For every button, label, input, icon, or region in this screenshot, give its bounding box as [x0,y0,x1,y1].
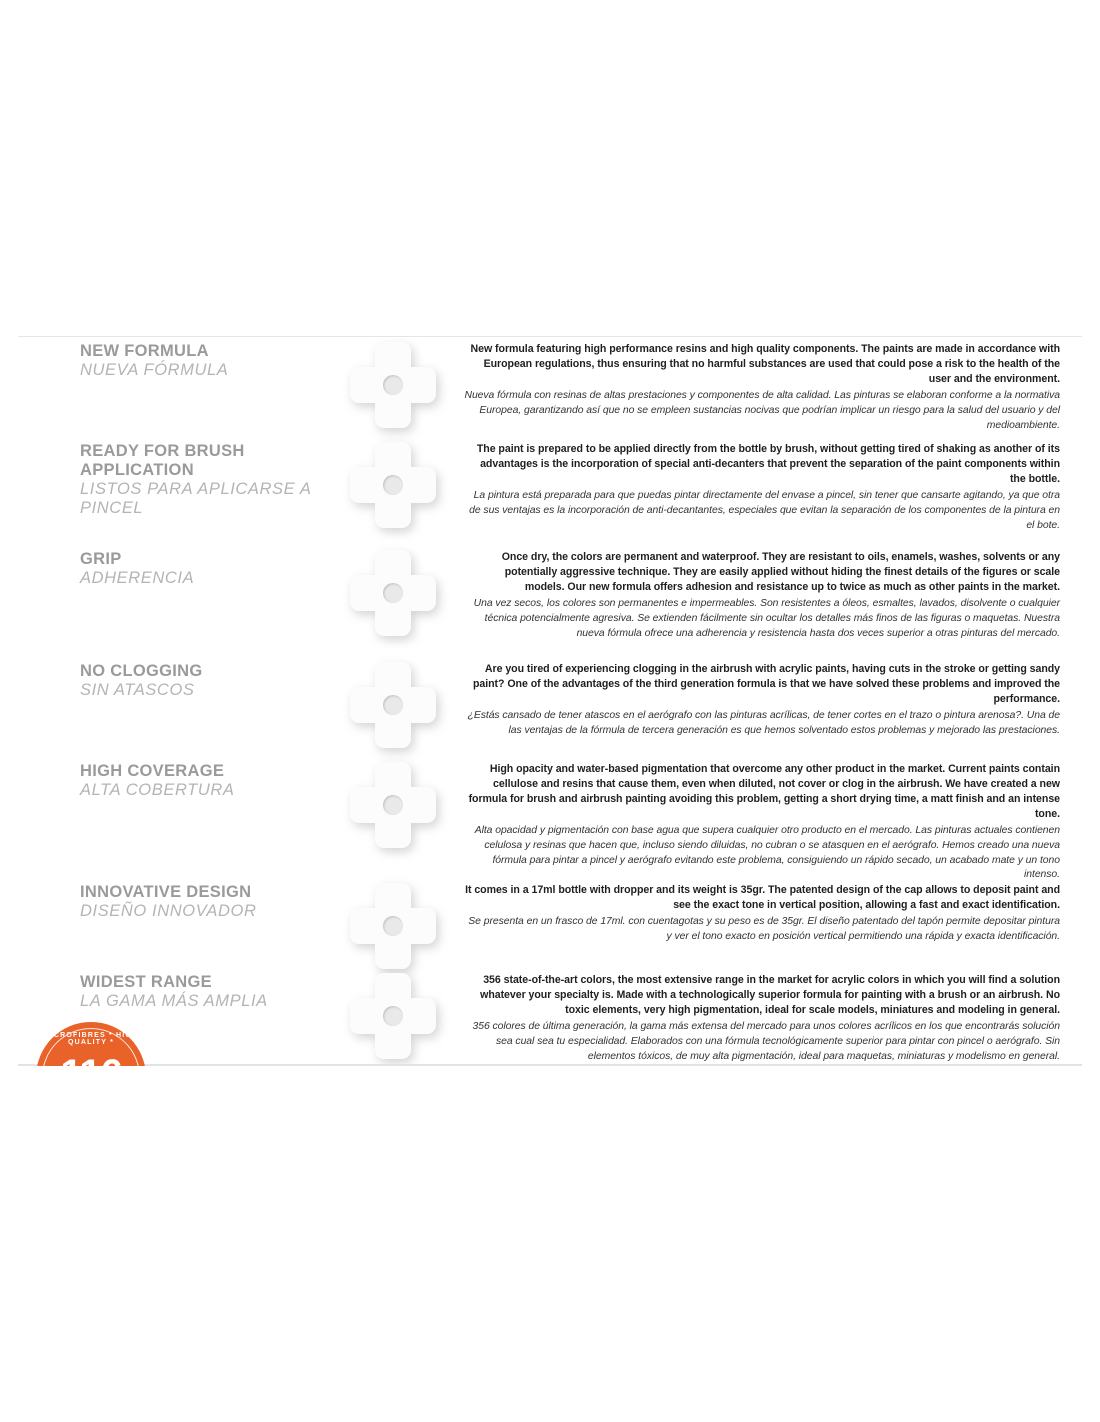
feature-text-block [458,973,1082,1064]
feature-text-en: 356 state-of-the-art colors, the most extensive range in the market for acrylic colors in which you will find a solution whatever your specialty is. Made with a technologically superior formula for painting with a brush or an airbrush. No toxic elements, very high pigmentation, ideal for scale models, miniatures and modeling in general. [480,974,1060,1017]
feature-rows [18,342,1082,1083]
feature-row [18,550,1082,662]
feature-icon-cell [328,550,458,636]
feature-title-block [18,973,328,1011]
feature-title-es: SIN ATASCOS [80,680,195,699]
feature-title-en: INNOVATIVE DESIGN [80,883,252,902]
cross-icon [350,883,436,969]
top-divider [18,336,1082,337]
cross-icon-center-hole [383,795,403,815]
feature-text-es: Se presenta en un frasco de 17ml. con cuentagotas y su peso es de 35gr. El diseño patentado del tapón permite depositar pintura y ver el tono exacto en posición vertical permitiendo una rápida y exacta identificación. [468,916,1060,943]
feature-icon-cell [328,762,458,848]
feature-title-es: ALTA COBERTURA [80,780,235,799]
cross-icon [350,550,436,636]
feature-title-block [18,442,328,518]
feature-text-es: Nueva fórmula con resinas de altas prestaciones y componentes de alta calidad. Las pinturas se elaboran conforme a la normativa Europea, garantizando así que no se empleen sustancias nocivas que podrían implicar un riesgo para la salud del usuario y del medioambiente. [464,390,1060,431]
feature-title-en: GRIP [80,550,122,568]
feature-text-es: Una vez secos, los colores son permanentes e impermeables. Son resistentes a óleos, esmaltes, lavados, disolvente o cualquier técnica potencialmente agresiva. Se extienden fácilmente sin ocultar los detalles más finos de las figuras o maquetas. Nuestra nueva fórmula ofrece una adherencia y resistencia hasta dos veces superior a otras pinturas del mercado. [473,598,1060,639]
feature-title-block [18,762,328,800]
feature-title-en: WIDEST RANGE [80,973,212,992]
seal-arc-text: MICROFIBRES * HIGH QUALITY * [43,1032,139,1046]
feature-text-en: It comes in a 17ml bottle with dropper and its weight is 35gr. The patented design of the cap allows to deposit paint and see the exact tone in vertical position, allowing a fast and exact identification. [465,884,1060,912]
cross-icon [350,442,436,528]
feature-title-en: READY FOR BRUSH APPLICATION [80,442,245,479]
feature-text-en: New formula featuring high performance resins and high quality components. The paints are made in accordance with European regulations, thus ensuring that no harmful substances are used that could pose a risk to the health of the user and the environment. [470,343,1060,386]
feature-title-es: LA GAMA MÁS AMPLIA [80,992,268,1011]
feature-text-es: 356 colores de última generación, la gama más extensa del mercado para unos colores acrílicos en los que encontrarás solución sea cual sea tu especialidad. Elaborados con una fórmula tecnológicamente superior para pintar con pincel o aerógrafo. Sin elementos tóxicos, de muy alta pigmentación, ideal para maquetas, miniaturas y modelismo en general. [472,1021,1060,1062]
feature-title-en: NO CLOGGING [80,662,203,680]
feature-text-en: High opacity and water-based pigmentation that overcome any other product in the market. Current paints contain cellulose and resins that cause them, even when diluted, not cover or clog in the airbrush. We have created a new formula for brush and airbrush painting avoiding this problem, getting a short drying time, a matt finish and an intense tone. [468,763,1060,821]
feature-row [18,342,1082,442]
feature-title-es: LISTOS PARA APLICARSE A PINCEL [80,479,311,517]
feature-text-en: Once dry, the colors are permanent and waterproof. They are resistant to oils, enamels, washes, solvents or any potentially aggressive technique. They are easily applied without hiding the finest details of the figures or scale models. Our new formula offers adhesion and resistance up to twice as much as other paints in the market. [501,551,1060,594]
feature-text-es: Alta opacidad y pigmentación con base agua que supera cualquier otro producto en el mercado. Las pinturas actuales contienen celulosa y resinas que hacen que, incluso siendo diluidas, no cubran o se atasquen en el aerógrafo. Hemos creado una nueva fórmula para pintar a pincel y aerógrafo evitando este problema, consiguiendo un rápido secado, un acabado mate y un tono intenso. [474,825,1060,881]
feature-title-block [18,662,328,700]
feature-title-en: NEW FORMULA [80,342,209,360]
feature-text-en: Are you tired of experiencing clogging in the airbrush with acrylic paints, having cuts in the stroke or getting sandy paint? One of the advantages of the third generation formula is that we have solved these problems and improved the performance. [472,663,1060,706]
cross-icon [350,973,436,1059]
feature-text-block [458,662,1082,739]
cross-icon-center-hole [383,695,403,715]
feature-icon-cell [328,442,458,528]
feature-text-block [458,442,1082,533]
feature-text-block [458,550,1082,641]
feature-text-block [458,762,1082,883]
feature-text-es: La pintura está preparada para que puedas pintar directamente del envase a pincel, sin tener que cansarte agitando, ya que otra de sus ventajas es la incorporación de anti-decantantes, especiales que evitan la separación de los componentes de la pintura en el bote. [469,490,1060,531]
feature-title-block [18,342,328,380]
cross-icon-center-hole [383,583,403,603]
cross-icon [350,762,436,848]
feature-text-en: The paint is prepared to be applied directly from the bottle by brush, without getting tired of shaking as another of its advantages is the incorporation of special anti-decanters that prevent the separation of the paint components within the bottle. [476,443,1060,486]
features-sheet [18,336,1082,1066]
feature-icon-cell [328,342,458,428]
cross-icon [350,342,436,428]
cross-icon [350,662,436,748]
feature-title-es: NUEVA FÓRMULA [80,360,229,379]
feature-title-block [18,550,328,588]
feature-text-block [458,342,1082,433]
feature-text-es: ¿Estás cansado de tener atascos en el aerógrafo con las pinturas acrílicas, de tener cortes en el trazo o pintura arenosa?. Una de las ventajas de la fórmula de tercera generación es que hemos solventado estos problemas y mejorado las prestaciones. [467,710,1060,736]
feature-text-block [458,883,1082,945]
feature-row [18,883,1082,973]
cross-icon-center-hole [383,375,403,395]
feature-icon-cell [328,662,458,748]
feature-row [18,662,1082,762]
feature-icon-cell [328,973,458,1059]
feature-title-es: DISEÑO INNOVADOR [80,902,257,921]
feature-row [18,762,1082,883]
page-bottom-margin [0,1066,1100,1422]
feature-row [18,442,1082,550]
feature-title-block [18,883,328,921]
cross-icon-center-hole [383,475,403,495]
feature-title-es: ADHERENCIA [80,568,195,587]
feature-title-en: HIGH COVERAGE [80,762,225,780]
feature-icon-cell [328,883,458,969]
